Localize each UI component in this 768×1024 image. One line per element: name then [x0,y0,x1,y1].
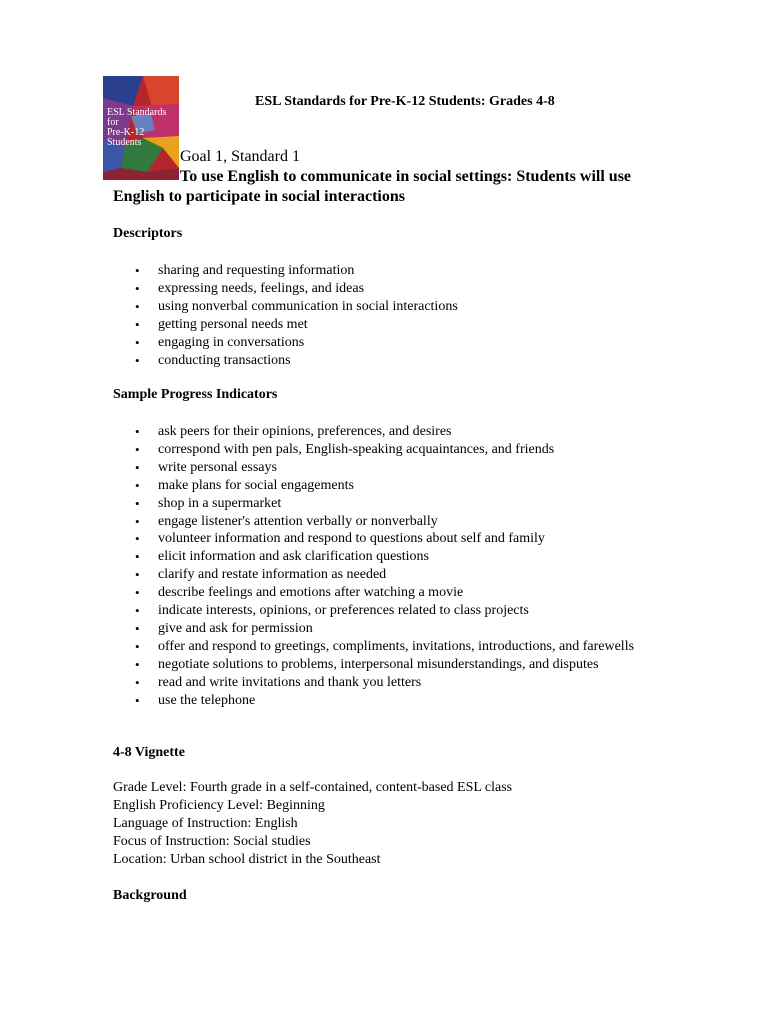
list-item-text: conducting transactions [158,352,291,368]
list-item [113,530,673,548]
vignette-focus: Focus of Instruction: Social studies [113,833,311,849]
list-item-text: write personal essays [158,459,277,475]
book-cover-image [103,76,179,180]
list-item-text: sharing and requesting information [158,263,355,278]
list-item-text: read and write invitations and thank you letters [158,674,422,690]
vignette-location: Location: Urban school district in the Southeast [113,851,381,867]
bullet-icon: • [135,692,140,708]
list-item-text: getting personal needs met [158,316,308,332]
list-item [113,459,673,477]
bullet-icon: • [135,531,140,547]
list-item [113,638,673,656]
background-heading: Background [113,888,187,903]
goal-heading: Goal 1, Standard 1 [180,148,300,165]
bullet-icon: • [135,656,140,672]
list-item [113,548,673,566]
list-item [113,441,673,459]
descriptors-heading: Descriptors [113,226,183,241]
list-item-text: using nonverbal communication in social interactions [158,298,458,314]
vignette-grade-level: Grade Level: Fourth grade in a self-contained, content-based ESL class [113,780,513,795]
bullet-icon: • [135,674,140,690]
bullet-icon: • [135,477,140,493]
bullet-icon: • [135,585,140,601]
list-item-text: use the telephone [158,692,256,708]
bullet-icon: • [135,459,140,475]
document-title: ESL Standards for Pre-K-12 Students: Grades 4-8 [255,94,555,109]
list-item-text: negotiate solutions to problems, interpersonal misunderstandings, and disputes [158,656,599,672]
progress-indicators-list [113,423,673,710]
list-item-text: expressing needs, feelings, and ideas [158,280,365,296]
goal-description: To use English to communicate in social settings: Students will use English to participate in social interactions [113,168,632,205]
list-item [113,692,673,710]
bullet-icon: • [135,352,140,368]
list-item-text: make plans for social engagements [158,477,354,493]
list-item [113,280,673,298]
bullet-icon: • [135,567,140,583]
list-item [113,584,673,602]
bullet-icon: • [135,495,140,511]
bullet-icon: • [135,424,140,439]
list-item-text: describe feelings and emotions after watching a movie [158,585,464,601]
vignette-proficiency-level: English Proficiency Level: Beginning [113,797,325,813]
bullet-icon: • [135,298,140,314]
list-item [113,352,673,370]
list-item [113,620,673,638]
bullet-icon: • [135,334,140,350]
list-item-text: ask peers for their opinions, preferences, and desires [158,424,452,439]
bullet-icon: • [135,280,140,296]
bullet-icon: • [135,549,140,565]
list-item [113,477,673,495]
list-item [113,423,673,441]
progress-indicators-heading: Sample Progress Indicators [113,387,278,402]
bullet-icon: • [135,620,140,636]
list-item-text: offer and respond to greetings, compliments, invitations, introductions, and farewells [158,638,635,654]
bullet-icon: • [135,513,140,529]
list-item-text: engaging in conversations [158,334,305,350]
bullet-icon: • [135,316,140,332]
list-item-text: indicate interests, opinions, or preferences related to class projects [158,603,529,619]
list-item-text: shop in a supermarket [158,495,282,511]
list-item [113,674,673,692]
descriptors-list [113,262,673,369]
list-item [113,602,673,620]
list-item [113,298,673,316]
list-item [113,513,673,531]
list-item [113,262,673,280]
list-item-text: volunteer information and respond to questions about self and family [158,531,545,547]
vignette-heading: 4-8 Vignette [113,745,185,760]
bullet-icon: • [135,441,140,457]
list-item [113,656,673,674]
list-item [113,334,673,352]
list-item-text: clarify and restate information as needed [158,567,387,583]
bullet-icon: • [135,263,140,278]
bullet-icon: • [135,603,140,619]
list-item-text: engage listener's attention verbally or nonverbally [158,513,438,529]
list-item [113,495,673,513]
cover-title: ESL Standards for Pre-K-12 Students [107,107,167,148]
list-item-text: give and ask for permission [158,620,313,636]
list-item-text: elicit information and ask clarification questions [158,549,429,565]
list-item [113,316,673,334]
list-item [113,566,673,584]
bullet-icon: • [135,638,140,654]
list-item-text: correspond with pen pals, English-speaking acquaintances, and friends [158,441,555,457]
vignette-details [113,779,512,869]
vignette-language: Language of Instruction: English [113,815,298,831]
